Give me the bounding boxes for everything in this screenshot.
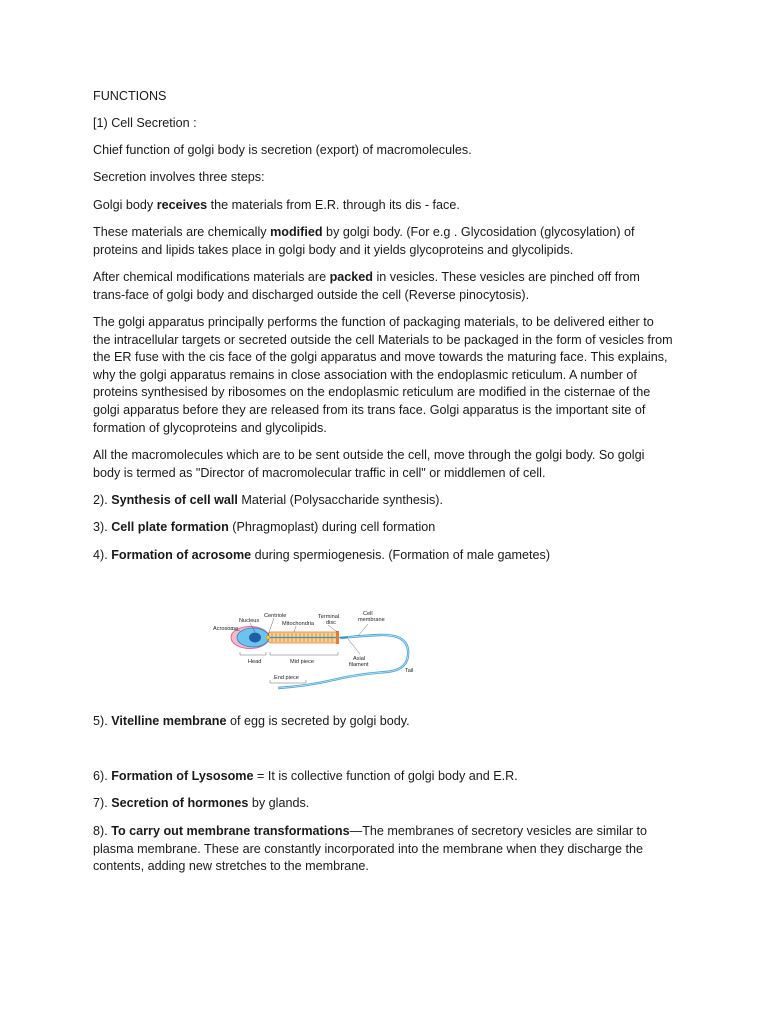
label-filament: filament [349, 662, 369, 668]
label-terminal: Terminal [318, 614, 340, 620]
paragraph-step-receives: Golgi body receives the materials from E.R. through its dis - face. [93, 198, 460, 212]
sperm-diagram [208, 608, 420, 692]
label-acrosome: Acrosome [213, 626, 239, 632]
label-centriole: Centriole [264, 613, 287, 619]
paragraph-chief-function: Chief function of golgi body is secretion (export) of macromolecules. [93, 143, 472, 157]
list-item-2: 2). Synthesis of cell wall Material (Polysaccharide synthesis). [93, 493, 443, 507]
subheading-cell-secretion: [1) Cell Secretion : [93, 116, 197, 130]
list-item-6: 6). Formation of Lysosome = It is collective function of golgi body and E.R. [93, 769, 518, 783]
paragraph-golgi-apparatus: The golgi apparatus principally performs the function of packaging materials, to be delivered either to the intracellular targets or secreted outside the cell Materials to be packaged in the form of vesicles from the ER fuse with the cis face of the golgi apparatus and move towards the maturing face. This explains, why the golgi apparatus remains in close association with the endoplasmic reticulum. A number of proteins synthesised by ribosomes on the endoplasmic reticulum are modified in the cisternae of the golgi apparatus before they are released from its trans face. Golgi apparatus is the important site of formation of glycoproteins and glycolipids. [93, 315, 673, 435]
list-item-8: 8). To carry out membrane transformations—The membranes of secretory vesicles are similar to plasma membrane. These are constantly incorporated into the membrane when they discharge the contents, adding new stretches to the membrane. [93, 824, 648, 874]
paragraph-step-packed: After chemical modifications materials are packed in vesicles. These vesicles are pinched off from trans-face of golgi body and discharged outside the cell (Reverse pinocytosis). [93, 270, 640, 302]
label-end-piece: End piece [274, 675, 299, 681]
label-disc: disc [326, 620, 336, 626]
label-axial: Axial [353, 656, 366, 662]
label-mitochondria: Mitochondria [282, 621, 315, 627]
list-item-7: 7). Secretion of hormones by glands. [93, 796, 310, 810]
paragraph-step-modified: These materials are chemically modified by golgi body. (For e.g . Glycosidation (glycosylation) of proteins and lipids takes place in golgi body and it yields glycoproteins and glycolipids. [93, 225, 635, 257]
paragraph-steps-intro: Secretion involves three steps: [93, 170, 265, 184]
paragraph-macromolecules: All the macromolecules which are to be sent outside the cell, move through the golgi body. So golgi body is termed as "Director of macromolecular traffic in cell" or middlemen of cell. [93, 448, 645, 480]
label-tail: Tail [405, 668, 414, 674]
list-item-5: 5). Vitelline membrane of egg is secreted by golgi body. [93, 714, 410, 728]
label-membrane: membrane [358, 617, 385, 623]
heading-functions: FUNCTIONS [93, 89, 167, 103]
label-mid-piece: Mid piece [290, 659, 314, 665]
list-item-3: 3). Cell plate formation (Phragmoplast) during cell formation [93, 520, 436, 534]
label-nucleus: Nucleus [239, 618, 260, 624]
list-item-4: 4). Formation of acrosome during spermiogenesis. (Formation of male gametes) [93, 548, 551, 562]
label-cell: Cell [363, 611, 373, 617]
label-head: Head [248, 659, 262, 665]
nucleus-shape [249, 633, 261, 643]
